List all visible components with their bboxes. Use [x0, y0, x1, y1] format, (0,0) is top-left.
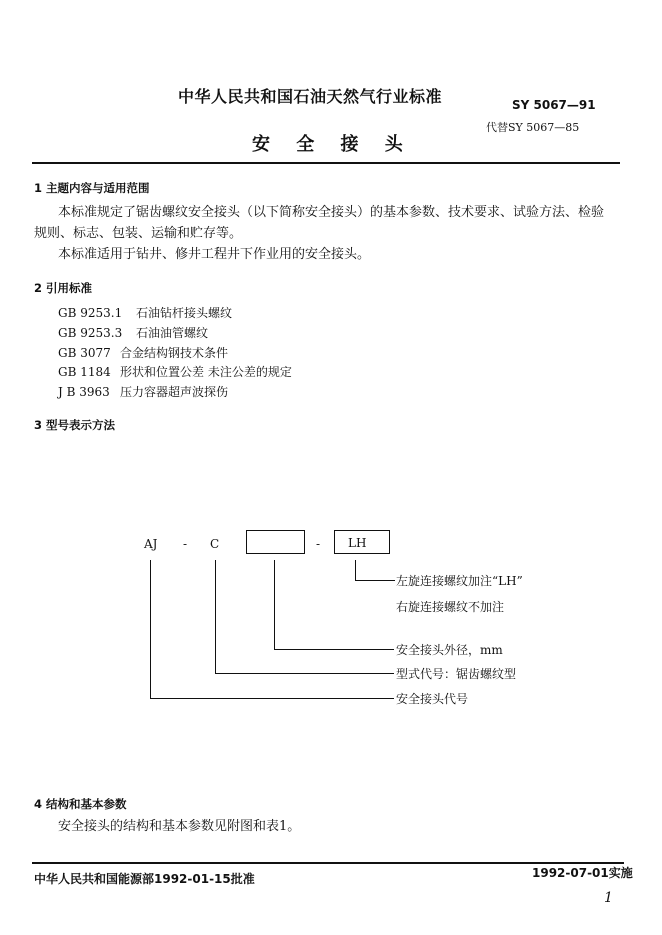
- reference-code: GB 1184: [58, 365, 111, 379]
- note-right-hand-thread: 右旋连接螺纹不加注: [396, 600, 505, 614]
- leader-line: [150, 698, 394, 699]
- reference-title: 石油油管螺纹: [136, 326, 209, 340]
- reference-code: J B 3963: [58, 385, 110, 399]
- effective-date: 1992-07-01实施: [532, 866, 633, 880]
- leader-line: [274, 649, 394, 650]
- section-4-paragraph-1: 安全接头的结构和基本参数见附图和表1。: [58, 819, 301, 834]
- section-1-paragraph-2: 本标准适用于钻井、修井工程井下作业用的安全接头。: [58, 247, 371, 262]
- reference-title: 合金结构钢技术条件: [120, 346, 229, 360]
- reference-code: GB 9253.3: [58, 326, 123, 340]
- reference-item: [58, 324, 208, 341]
- section-3-heading: 3 型号表示方法: [34, 418, 116, 432]
- code-aj: AJ: [144, 537, 158, 551]
- leader-line: [355, 580, 395, 581]
- section-1-heading: 1 主题内容与适用范围: [34, 181, 150, 195]
- reference-item: [58, 363, 292, 380]
- page-number: 1: [604, 890, 613, 906]
- note-joint-code: 安全接头代号: [396, 692, 469, 706]
- reference-item: [58, 304, 232, 321]
- leader-line: [215, 673, 394, 674]
- reference-title: 压力容器超声波探伤: [120, 385, 229, 399]
- leader-line: [355, 560, 356, 580]
- section-1-paragraph-1-line-1: 本标准规定了锯齿螺纹安全接头（以下简称安全接头）的基本参数、技术要求、试验方法、检验: [58, 205, 605, 220]
- org-title: 中华人民共和国石油天然气行业标准: [178, 87, 443, 106]
- code-c: C: [210, 537, 220, 551]
- code-lh: LH: [348, 536, 367, 550]
- header-rule: [32, 162, 620, 164]
- note-outer-diameter: 安全接头外径，mm: [396, 643, 503, 657]
- reference-item: [58, 383, 228, 400]
- reference-title: 石油钻杆接头螺纹: [136, 306, 233, 320]
- reference-title: 形状和位置公差 未注公差的规定: [120, 365, 292, 379]
- reference-code: GB 9253.1: [58, 306, 123, 320]
- note-left-hand-thread: 左旋连接螺纹加注“LH”: [396, 574, 523, 588]
- reference-code: GB 3077: [58, 346, 111, 360]
- leader-line: [150, 560, 151, 698]
- document-title: 安 全 接 头: [252, 134, 413, 155]
- reference-item: [58, 344, 228, 361]
- section-2-heading: 2 引用标准: [34, 281, 93, 295]
- separator-dash: -: [183, 537, 188, 551]
- leader-line: [215, 560, 216, 673]
- outer-diameter-box: [246, 530, 305, 554]
- separator-dash: -: [316, 537, 321, 551]
- section-4-heading: 4 结构和基本参数: [34, 797, 127, 811]
- standard-number: SY 5067—91: [512, 98, 596, 112]
- replaces-standard: 代替SY 5067—85: [486, 121, 580, 134]
- section-1-paragraph-1-line-2: 规则、标志、包装、运输和贮存等。: [34, 226, 243, 241]
- leader-line: [274, 560, 275, 649]
- note-type-code: 型式代号：锯齿螺纹型: [396, 667, 517, 681]
- approval-statement: 中华人民共和国能源部1992-01-15批准: [34, 872, 255, 886]
